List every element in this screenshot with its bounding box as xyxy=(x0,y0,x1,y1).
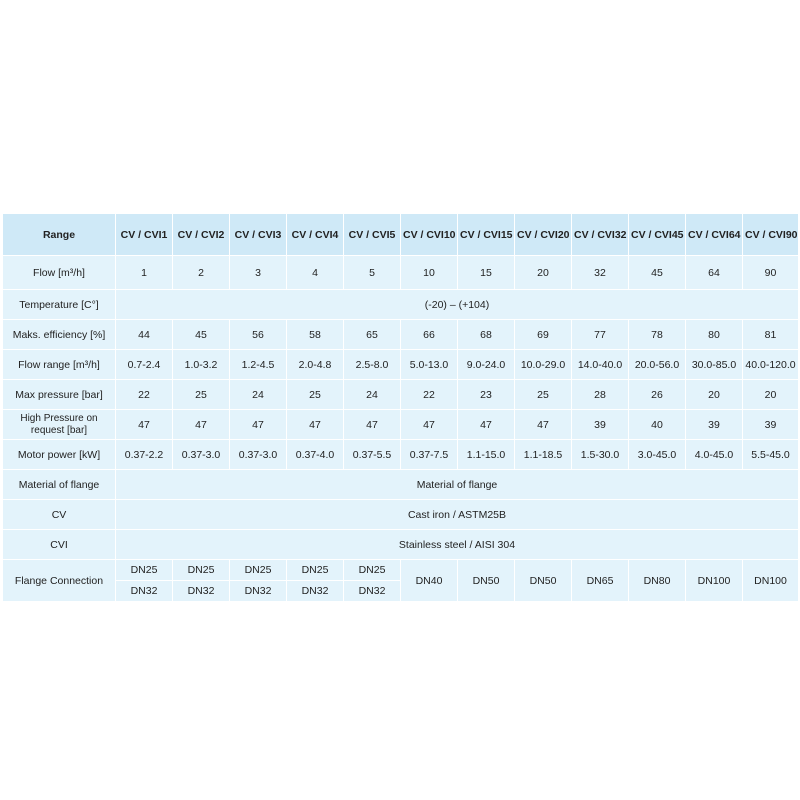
efficiency-cell: 45 xyxy=(173,320,230,350)
row-label: Motor power [kW] xyxy=(3,440,116,470)
temperature-value: (-20) – (+104) xyxy=(116,290,799,320)
flange-cell: DN32 xyxy=(173,581,230,602)
row-label: Temperature [C°] xyxy=(3,290,116,320)
flow-cell: 5 xyxy=(344,256,401,290)
cvi-material-value: Stainless steel / AISI 304 xyxy=(116,530,799,560)
cvi-row xyxy=(3,530,799,560)
flow-cell: 1 xyxy=(116,256,173,290)
high-pressure-cell: 39 xyxy=(743,410,799,440)
flow-range-cell: 2.5-8.0 xyxy=(344,350,401,380)
flange-cell: DN65 xyxy=(572,560,629,602)
max-pressure-cell: 25 xyxy=(515,380,572,410)
motor-power-cell: 1.1-18.5 xyxy=(515,440,572,470)
efficiency-cell: 69 xyxy=(515,320,572,350)
model-header: CV / CVI5 xyxy=(344,214,401,256)
header-row xyxy=(3,214,799,256)
flange-cell: DN25 xyxy=(116,560,173,581)
high-pressure-cell: 47 xyxy=(173,410,230,440)
efficiency-cell: 77 xyxy=(572,320,629,350)
flow-range-cell: 30.0-85.0 xyxy=(686,350,743,380)
flow-range-row xyxy=(3,350,799,380)
row-label: Max pressure [bar] xyxy=(3,380,116,410)
max-pressure-cell: 28 xyxy=(572,380,629,410)
flow-cell: 2 xyxy=(173,256,230,290)
model-header: CV / CVI64 xyxy=(686,214,743,256)
efficiency-cell: 80 xyxy=(686,320,743,350)
max-pressure-cell: 20 xyxy=(686,380,743,410)
high-pressure-cell: 39 xyxy=(572,410,629,440)
row-label: Material of flange xyxy=(3,470,116,500)
motor-power-cell: 0.37-3.0 xyxy=(230,440,287,470)
material-row xyxy=(3,470,799,500)
high-pressure-cell: 40 xyxy=(629,410,686,440)
flow-range-cell: 2.0-4.8 xyxy=(287,350,344,380)
flange-cell: DN100 xyxy=(686,560,743,602)
flange-cell: DN25 xyxy=(344,560,401,581)
flow-range-cell: 0.7-2.4 xyxy=(116,350,173,380)
flow-row xyxy=(3,256,799,290)
max-pressure-cell: 25 xyxy=(287,380,344,410)
flow-range-cell: 14.0-40.0 xyxy=(572,350,629,380)
motor-power-cell: 0.37-5.5 xyxy=(344,440,401,470)
flow-cell: 3 xyxy=(230,256,287,290)
motor-power-cell: 0.37-7.5 xyxy=(401,440,458,470)
efficiency-cell: 78 xyxy=(629,320,686,350)
flow-range-cell: 1.0-3.2 xyxy=(173,350,230,380)
model-header: CV / CVI2 xyxy=(173,214,230,256)
flow-range-cell: 40.0-120.0 xyxy=(743,350,799,380)
flow-cell: 45 xyxy=(629,256,686,290)
model-header: CV / CVI45 xyxy=(629,214,686,256)
row-label: CVI xyxy=(3,530,116,560)
row-label: Maks. efficiency [%] xyxy=(3,320,116,350)
flange-cell: DN32 xyxy=(230,581,287,602)
model-header: CV / CVI3 xyxy=(230,214,287,256)
high-pressure-cell: 47 xyxy=(344,410,401,440)
motor-power-cell: 5.5-45.0 xyxy=(743,440,799,470)
high-pressure-cell: 47 xyxy=(287,410,344,440)
max-pressure-cell: 24 xyxy=(344,380,401,410)
flow-cell: 15 xyxy=(458,256,515,290)
high-pressure-cell: 47 xyxy=(515,410,572,440)
max-pressure-cell: 23 xyxy=(458,380,515,410)
high-pressure-row xyxy=(3,410,799,440)
row-label: Flange Connection xyxy=(3,560,116,602)
flow-range-cell: 9.0-24.0 xyxy=(458,350,515,380)
flow-range-cell: 1.2-4.5 xyxy=(230,350,287,380)
model-header: CV / CVI1 xyxy=(116,214,173,256)
flow-cell: 90 xyxy=(743,256,799,290)
flow-cell: 64 xyxy=(686,256,743,290)
flange-cell: DN25 xyxy=(287,560,344,581)
flange-cell: DN32 xyxy=(116,581,173,602)
efficiency-row xyxy=(3,320,799,350)
efficiency-cell: 58 xyxy=(287,320,344,350)
flange-cell: DN32 xyxy=(287,581,344,602)
material-value: Material of flange xyxy=(116,470,799,500)
motor-power-cell: 4.0-45.0 xyxy=(686,440,743,470)
high-pressure-cell: 47 xyxy=(458,410,515,440)
flange-cell: DN100 xyxy=(743,560,799,602)
flange-row-top xyxy=(3,560,799,581)
max-pressure-cell: 20 xyxy=(743,380,799,410)
flow-range-cell: 5.0-13.0 xyxy=(401,350,458,380)
flange-cell: DN50 xyxy=(515,560,572,602)
flange-cell: DN40 xyxy=(401,560,458,602)
cv-row xyxy=(3,500,799,530)
max-pressure-cell: 26 xyxy=(629,380,686,410)
max-pressure-cell: 22 xyxy=(116,380,173,410)
motor-power-cell: 0.37-4.0 xyxy=(287,440,344,470)
flow-range-cell: 20.0-56.0 xyxy=(629,350,686,380)
flange-cell: DN50 xyxy=(458,560,515,602)
efficiency-cell: 68 xyxy=(458,320,515,350)
max-pressure-cell: 24 xyxy=(230,380,287,410)
pump-specification-table xyxy=(2,213,799,602)
flange-cell: DN80 xyxy=(629,560,686,602)
high-pressure-cell: 47 xyxy=(401,410,458,440)
flow-range-cell: 10.0-29.0 xyxy=(515,350,572,380)
motor-power-row xyxy=(3,440,799,470)
motor-power-cell: 1.1-15.0 xyxy=(458,440,515,470)
efficiency-cell: 66 xyxy=(401,320,458,350)
row-label: High Pressure on request [bar] xyxy=(3,410,116,440)
model-header: CV / CVI90 xyxy=(743,214,799,256)
range-header: Range xyxy=(3,214,116,256)
row-label: Flow range [m³/h] xyxy=(3,350,116,380)
efficiency-cell: 56 xyxy=(230,320,287,350)
motor-power-cell: 1.5-30.0 xyxy=(572,440,629,470)
high-pressure-cell: 47 xyxy=(116,410,173,440)
max-pressure-cell: 22 xyxy=(401,380,458,410)
flow-cell: 10 xyxy=(401,256,458,290)
model-header: CV / CVI20 xyxy=(515,214,572,256)
efficiency-cell: 65 xyxy=(344,320,401,350)
cv-material-value: Cast iron / ASTM25B xyxy=(116,500,799,530)
row-label: Flow [m³/h] xyxy=(3,256,116,290)
high-pressure-cell: 47 xyxy=(230,410,287,440)
model-header: CV / CVI10 xyxy=(401,214,458,256)
max-pressure-row xyxy=(3,380,799,410)
motor-power-cell: 3.0-45.0 xyxy=(629,440,686,470)
model-header: CV / CVI15 xyxy=(458,214,515,256)
model-header: CV / CVI4 xyxy=(287,214,344,256)
motor-power-cell: 0.37-2.2 xyxy=(116,440,173,470)
efficiency-cell: 81 xyxy=(743,320,799,350)
model-header: CV / CVI32 xyxy=(572,214,629,256)
flow-cell: 4 xyxy=(287,256,344,290)
motor-power-cell: 0.37-3.0 xyxy=(173,440,230,470)
efficiency-cell: 44 xyxy=(116,320,173,350)
flange-cell: DN32 xyxy=(344,581,401,602)
table-body xyxy=(3,214,799,602)
flange-cell: DN25 xyxy=(173,560,230,581)
max-pressure-cell: 25 xyxy=(173,380,230,410)
flange-cell: DN25 xyxy=(230,560,287,581)
high-pressure-cell: 39 xyxy=(686,410,743,440)
row-label: CV xyxy=(3,500,116,530)
flow-cell: 32 xyxy=(572,256,629,290)
flow-cell: 20 xyxy=(515,256,572,290)
temperature-row xyxy=(3,290,799,320)
